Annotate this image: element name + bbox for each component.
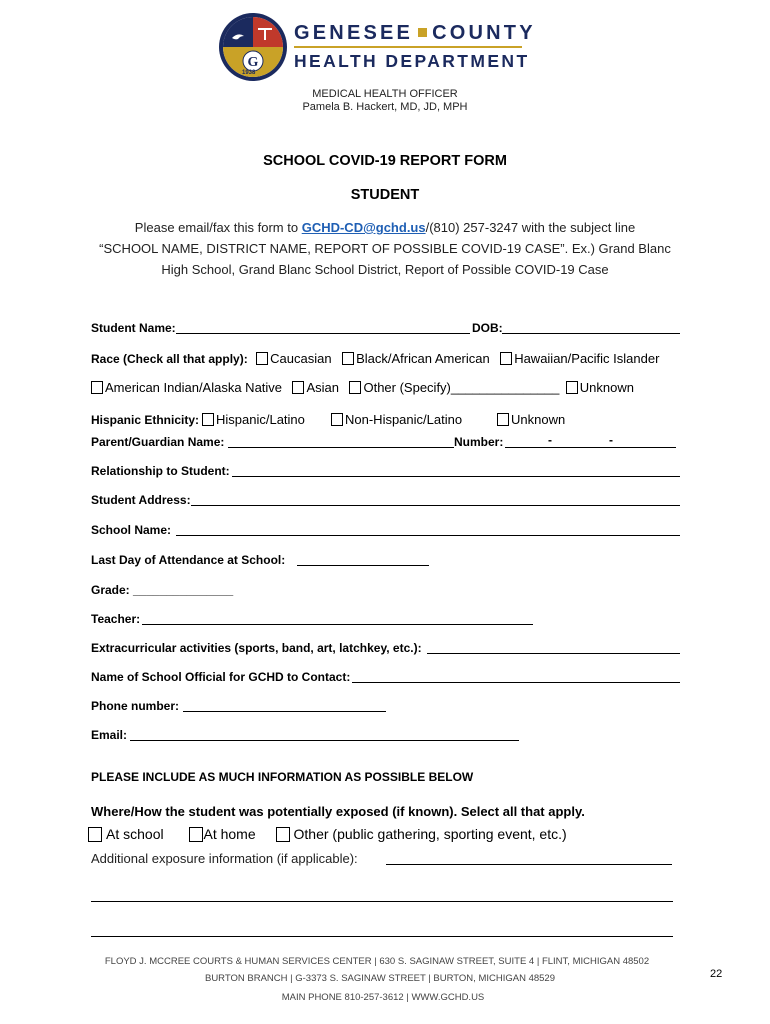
school-official-label: Name of School Official for GCHD to Contact: bbox=[91, 670, 351, 684]
instructions-line3: High School, Grand Blanc School District, Report of Possible COVID-19 Case bbox=[161, 262, 609, 277]
address-field[interactable] bbox=[191, 505, 680, 506]
checkbox-other-exposure[interactable] bbox=[276, 827, 290, 842]
footer-contact: MAIN PHONE 810-257-3612 | WWW.GCHD.US bbox=[281, 992, 485, 1003]
email-field[interactable] bbox=[130, 740, 519, 741]
number-sep-2: - bbox=[609, 433, 613, 447]
hispanic-label: Hispanic Ethnicity: bbox=[91, 413, 200, 427]
exposure-options: At school At home Other (public gathering, sporting event, etc.) bbox=[88, 826, 567, 842]
additional-info-field[interactable] bbox=[386, 864, 672, 865]
grade-label: Grade: _______________ bbox=[91, 583, 234, 597]
page-number: 22 bbox=[710, 968, 723, 980]
checkbox-hispanic-latino[interactable] bbox=[202, 413, 214, 426]
checkbox-at-school[interactable] bbox=[88, 827, 102, 842]
race-row-1: Race (Check all that apply): Caucasian Black/African American Hawaiian/Pacific Islander bbox=[91, 351, 660, 366]
teacher-label: Teacher: bbox=[91, 612, 141, 626]
checkbox-black-african-american[interactable] bbox=[342, 352, 354, 365]
relationship-field[interactable] bbox=[232, 476, 680, 477]
school-name-label: School Name: bbox=[91, 523, 172, 537]
email-link[interactable]: GCHD-CD@gchd.us bbox=[301, 220, 426, 235]
footer-address-1: FLOYD J. MCCREE COURTS & HUMAN SERVICES CENTER | 630 S. SAGINAW STREET, SUITE 4 | FLINT, MICHIGAN 48502 bbox=[104, 956, 650, 967]
checkbox-american-indian[interactable] bbox=[91, 381, 103, 394]
instructions-line1: Please email/fax this form to GCHD-CD@gchd.us/(810) 257-3247 with the subject line bbox=[134, 220, 636, 235]
hispanic-opt-2: Non-Hispanic/Latino bbox=[331, 411, 462, 429]
teacher-field[interactable] bbox=[142, 624, 533, 625]
last-day-label: Last Day of Attendance at School: bbox=[91, 553, 286, 567]
race-row-2: American Indian/Alaska Native Asian Other (Specify)_______________ Unknown bbox=[91, 379, 634, 397]
exposure-question: Where/How the student was potentially exposed (if known). Select all that apply. bbox=[91, 804, 585, 819]
checkbox-hawaiian-pacific-islander[interactable] bbox=[500, 352, 512, 365]
logo-year: 1938 bbox=[242, 70, 256, 76]
hispanic-opt-3: Unknown bbox=[497, 411, 565, 429]
additional-info-label: Additional exposure information (if applicable): bbox=[91, 851, 358, 866]
school-official-field[interactable] bbox=[352, 682, 680, 683]
form-subtitle: STUDENT bbox=[350, 187, 420, 203]
dob-label: DOB: bbox=[472, 321, 503, 335]
form-title: SCHOOL COVID-19 REPORT FORM bbox=[263, 153, 507, 169]
org-name-line1: GENESEE COUNTY bbox=[294, 22, 536, 44]
checkbox-race-unknown[interactable] bbox=[566, 381, 578, 394]
relationship-label: Relationship to Student: bbox=[91, 464, 230, 478]
svg-text:G: G bbox=[247, 55, 259, 70]
extracurricular-field[interactable] bbox=[427, 653, 680, 654]
hispanic-opt-1: Hispanic/Latino bbox=[202, 411, 305, 429]
school-name-field[interactable] bbox=[176, 535, 680, 536]
student-name-label: Student Name: bbox=[91, 321, 176, 335]
org-name-line2: HEALTH DEPARTMENT bbox=[294, 51, 530, 71]
phone-label: Phone number: bbox=[91, 699, 180, 713]
officer-title: MEDICAL HEALTH OFFICER bbox=[312, 88, 458, 100]
instructions-line2: “SCHOOL NAME, DISTRICT NAME, REPORT OF POSSIBLE COVID-19 CASE”. Ex.) Grand Blanc bbox=[99, 241, 671, 256]
checkbox-hispanic-unknown[interactable] bbox=[497, 413, 509, 426]
officer-name: Pamela B. Hackert, MD, JD, MPH bbox=[302, 101, 468, 113]
checkbox-caucasian[interactable] bbox=[256, 352, 268, 365]
checkbox-other-specify[interactable] bbox=[349, 381, 361, 394]
footer-address-2: BURTON BRANCH | G-3373 S. SAGINAW STREET | BURTON, MICHIGAN 48529 bbox=[204, 973, 555, 984]
checkbox-asian[interactable] bbox=[292, 381, 304, 394]
email-label: Email: bbox=[91, 728, 128, 742]
guardian-name-field[interactable] bbox=[228, 447, 454, 448]
org-divider-rule bbox=[294, 46, 522, 48]
last-day-field[interactable] bbox=[297, 565, 429, 566]
additional-info-line-3[interactable] bbox=[91, 936, 673, 937]
race-label: Race (Check all that apply): bbox=[91, 352, 248, 366]
checkbox-non-hispanic-latino[interactable] bbox=[331, 413, 343, 426]
org-divider-square bbox=[418, 28, 427, 37]
guardian-number-field[interactable] bbox=[505, 447, 676, 448]
number-sep-1: - bbox=[548, 433, 552, 447]
number-label: Number: bbox=[454, 435, 504, 449]
phone-field[interactable] bbox=[183, 711, 386, 712]
info-notice: PLEASE INCLUDE AS MUCH INFORMATION AS POSSIBLE BELOW bbox=[91, 770, 474, 784]
checkbox-at-home[interactable] bbox=[189, 827, 203, 842]
extracurricular-label: Extracurricular activities (sports, band, art, latchkey, etc.): bbox=[91, 641, 422, 655]
address-label: Student Address: bbox=[91, 493, 191, 507]
org-logo bbox=[218, 12, 288, 82]
dob-field[interactable] bbox=[502, 333, 680, 334]
additional-info-line-2[interactable] bbox=[91, 901, 673, 902]
student-name-field[interactable] bbox=[176, 333, 470, 334]
guardian-name-label: Parent/Guardian Name: bbox=[91, 435, 225, 449]
